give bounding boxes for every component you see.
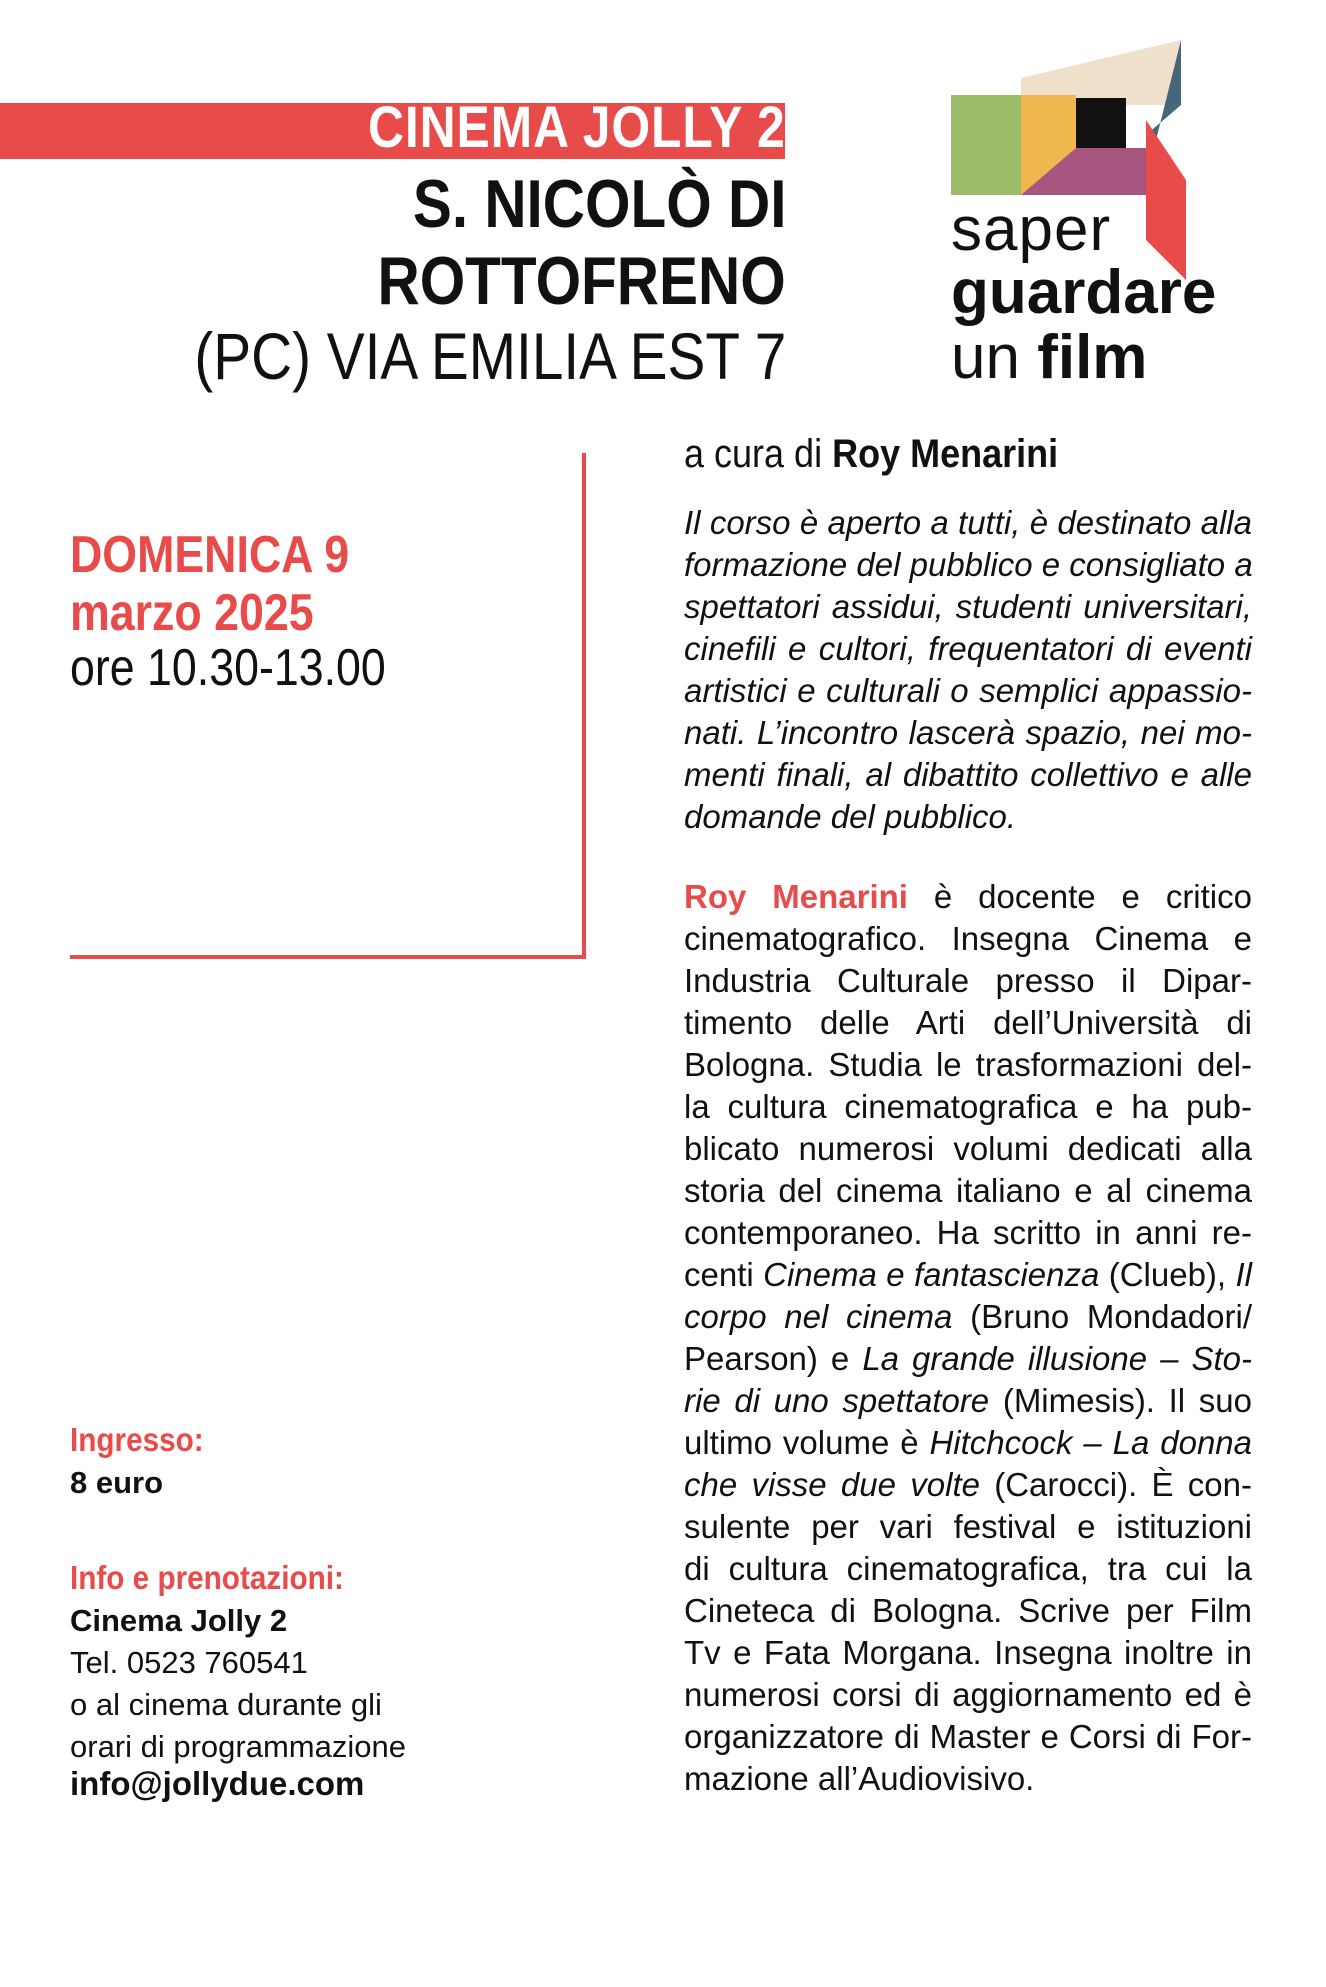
address-line: (PC) VIA EMILIA EST 7 [194,319,786,393]
logo-red-face [1146,120,1186,280]
event-time: ore 10.30-13.00 [70,639,386,697]
curator-line: a cura di Roy Menarini [684,432,1059,476]
location-line-1: S. NICOLÒ DI [412,166,786,242]
ticket-label: Ingresso: [70,1421,204,1458]
bio-line: contemporaneo. Ha scritto in anni re- [684,1214,1252,1251]
course-line: nati. L’incontro lascerà spazio, nei mo- [684,714,1252,751]
logo-word-saper: saper [951,195,1112,264]
bio-line: che visse due volte (Carocci). È con- [684,1466,1252,1503]
event-month-year: marzo 2025 [70,584,314,642]
course-line: Il corso è aperto a tutti, è destinato alla [684,504,1252,541]
bio-line: timento delle Arti dell’Università di [684,1004,1252,1041]
course-line: artistici e culturali o semplici appassio- [684,672,1252,709]
bio-line: blicato numerosi volumi dedicati alla [684,1130,1252,1167]
bio-line: Industria Culturale presso il Dipar- [684,962,1252,999]
logo-word-guardare: guardare [951,258,1217,327]
bio-line: sulente per vari festival e istituzioni [684,1508,1252,1545]
course-description [684,502,1252,838]
bio-line: mazione all’Audiovisivo. [684,1760,1035,1797]
bio-line: storia del cinema italiano e al cinema [684,1172,1252,1209]
course-line: domande del pubblico. [684,798,1017,835]
contact-phone: Tel. 0523 760541 [70,1645,308,1680]
course-line: menti finali, al dibattito collettivo e alle [684,756,1252,793]
bio-line: rie di uno spettatore (Mimesis). Il suo [684,1382,1253,1419]
bio-line: Roy Menarini è docente e critico [684,878,1252,915]
logo-green-block [951,95,1021,195]
bio-name: Roy Menarini [684,878,908,915]
bio-line: Cineteca di Bologna. Scrive per Film [684,1592,1252,1629]
bio-line: Tv e Fata Morgana. Insegna inoltre in [684,1634,1252,1671]
bio-line: ultimo volume è Hitchcock – La donna [684,1424,1252,1461]
bio-line: centi Cinema e fantascienza (Clueb), Il [684,1256,1252,1293]
course-line: spettatori assidui, studenti universitari, [684,588,1252,625]
bio-line: corpo nel cinema (Bruno Mondadori/ [684,1298,1252,1335]
date-frame-vertical-line [582,453,586,958]
bio-line: organizzatore di Master e Corsi di For- [684,1718,1252,1755]
bio-line: Bologna. Studia le trasformazioni del- [684,1046,1252,1083]
bio-line: Pearson) e La grande illusione – Sto- [684,1340,1252,1377]
contact-email-link[interactable]: info@jollydue.com [70,1765,365,1802]
date-frame-horizontal-line [70,955,586,959]
bio-line: la cultura cinematografica e ha pub- [684,1088,1252,1125]
location-line-2: ROTTOFRENO [377,243,786,319]
bio-line: di cultura cinematografica, tra cui la [684,1550,1252,1587]
course-line: formazione del pubblico e consigliato a [684,546,1253,583]
contact-note-line-1: o al cinema durante gli [70,1687,382,1722]
contact-label: Info e prenotazioni: [70,1559,344,1596]
bio-line: numerosi corsi di aggiornamento ed è [684,1676,1252,1713]
event-day: DOMENICA 9 [70,526,350,584]
logo-black-square [1076,98,1126,148]
contact-venue: Cinema Jolly 2 [70,1603,288,1638]
contact-note-line-2: orari di programmazione [70,1729,406,1764]
ticket-price: 8 euro [70,1465,164,1500]
course-line: cinefili e cultori, frequentatori di eventi [684,630,1252,667]
bio-paragraph [684,876,1252,1800]
bio-line: cinematografico. Insegna Cinema e [684,920,1252,957]
logo-word-un-film: un film [951,323,1148,392]
venue-name: CINEMA JOLLY 2 [368,95,786,160]
